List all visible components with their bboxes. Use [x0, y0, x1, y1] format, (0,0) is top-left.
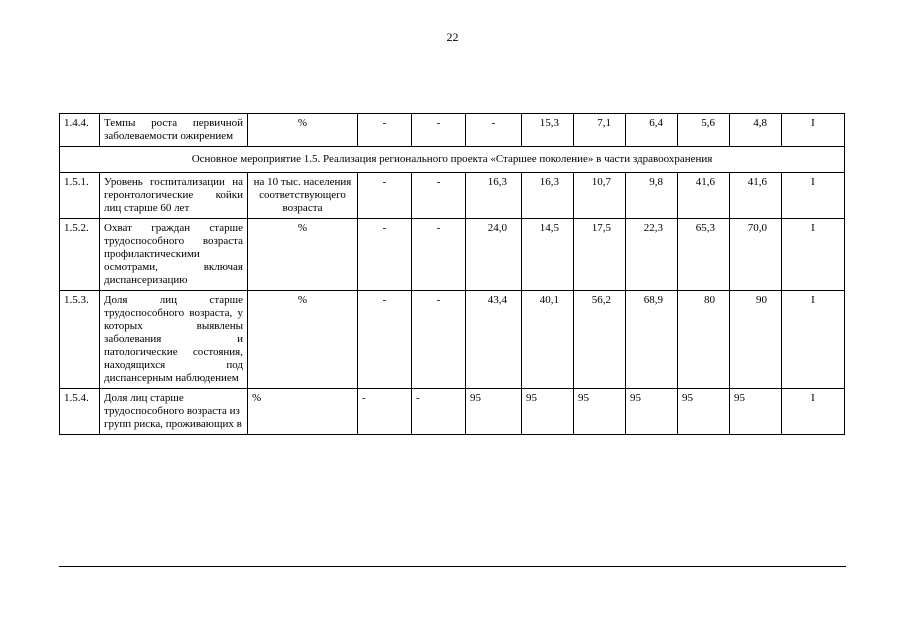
value-cell: 68,9: [626, 291, 678, 389]
value-cell: 17,5: [574, 219, 626, 291]
source-cell: I: [782, 219, 845, 291]
section-title: Основное мероприятие 1.5. Реализация регионального проекта «Старшее поколение» в части здравоохранения: [60, 147, 845, 173]
value-cell: -: [412, 291, 466, 389]
value-cell: 5,6: [678, 114, 730, 147]
value-cell: 10,7: [574, 173, 626, 219]
source-cell: I: [782, 173, 845, 219]
value-cell: -: [412, 114, 466, 147]
value-cell: 14,5: [522, 219, 574, 291]
section-row: [60, 147, 845, 173]
source-cell: I: [782, 291, 845, 389]
value-cell: 95: [466, 389, 522, 435]
indicator-name: Доля лиц старше трудоспособного возраста из групп риска, проживающих в: [100, 389, 248, 435]
value-cell: 95: [678, 389, 730, 435]
value-cell: -: [358, 389, 412, 435]
value-cell: 16,3: [522, 173, 574, 219]
indicators-table: [59, 113, 845, 435]
value-cell: 65,3: [678, 219, 730, 291]
source-cell: I: [782, 389, 845, 435]
value-cell: 16,3: [466, 173, 522, 219]
value-cell: -: [412, 173, 466, 219]
value-cell: 95: [574, 389, 626, 435]
value-cell: 95: [522, 389, 574, 435]
value-cell: 6,4: [626, 114, 678, 147]
value-cell: -: [466, 114, 522, 147]
value-cell: 41,6: [678, 173, 730, 219]
value-cell: 70,0: [730, 219, 782, 291]
unit: %: [248, 114, 358, 147]
row-number: 1.5.3.: [60, 291, 100, 389]
table-row: [60, 114, 845, 147]
value-cell: 4,8: [730, 114, 782, 147]
value-cell: 90: [730, 291, 782, 389]
source-cell: I: [782, 114, 845, 147]
row-number: 1.5.1.: [60, 173, 100, 219]
value-cell: -: [412, 389, 466, 435]
table-row: [60, 389, 845, 435]
value-cell: 41,6: [730, 173, 782, 219]
value-cell: -: [358, 219, 412, 291]
unit: на 10 тыс. населения соответствующего возраста: [248, 173, 358, 219]
page-bottom-rule: [59, 566, 846, 567]
value-cell: 15,3: [522, 114, 574, 147]
value-cell: 9,8: [626, 173, 678, 219]
indicator-name: Доля лиц старше трудоспособного возраста, у которых выявлены заболевания и патологические состояния, находящихся под диспансерным наблюдением: [100, 291, 248, 389]
unit: %: [248, 219, 358, 291]
value-cell: 40,1: [522, 291, 574, 389]
value-cell: -: [358, 114, 412, 147]
indicator-name: Уровень госпитализации на геронтологические койки лиц старше 60 лет: [100, 173, 248, 219]
table-row: [60, 291, 845, 389]
value-cell: 7,1: [574, 114, 626, 147]
value-cell: -: [358, 173, 412, 219]
value-cell: 56,2: [574, 291, 626, 389]
value-cell: 22,3: [626, 219, 678, 291]
row-number: 1.5.2.: [60, 219, 100, 291]
value-cell: 43,4: [466, 291, 522, 389]
indicator-name: Темпы роста первичной заболеваемости ожирением: [100, 114, 248, 147]
value-cell: -: [412, 219, 466, 291]
table-row: [60, 173, 845, 219]
row-number: 1.4.4.: [60, 114, 100, 147]
value-cell: 80: [678, 291, 730, 389]
value-cell: 95: [626, 389, 678, 435]
value-cell: 24,0: [466, 219, 522, 291]
value-cell: 95: [730, 389, 782, 435]
indicator-name: Охват граждан старше трудоспособного возраста профилактическими осмотрами, включая диспансеризацию: [100, 219, 248, 291]
value-cell: -: [358, 291, 412, 389]
row-number: 1.5.4.: [60, 389, 100, 435]
page-number: 22: [446, 30, 459, 44]
unit: %: [248, 389, 358, 435]
unit: %: [248, 291, 358, 389]
table-row: [60, 219, 845, 291]
